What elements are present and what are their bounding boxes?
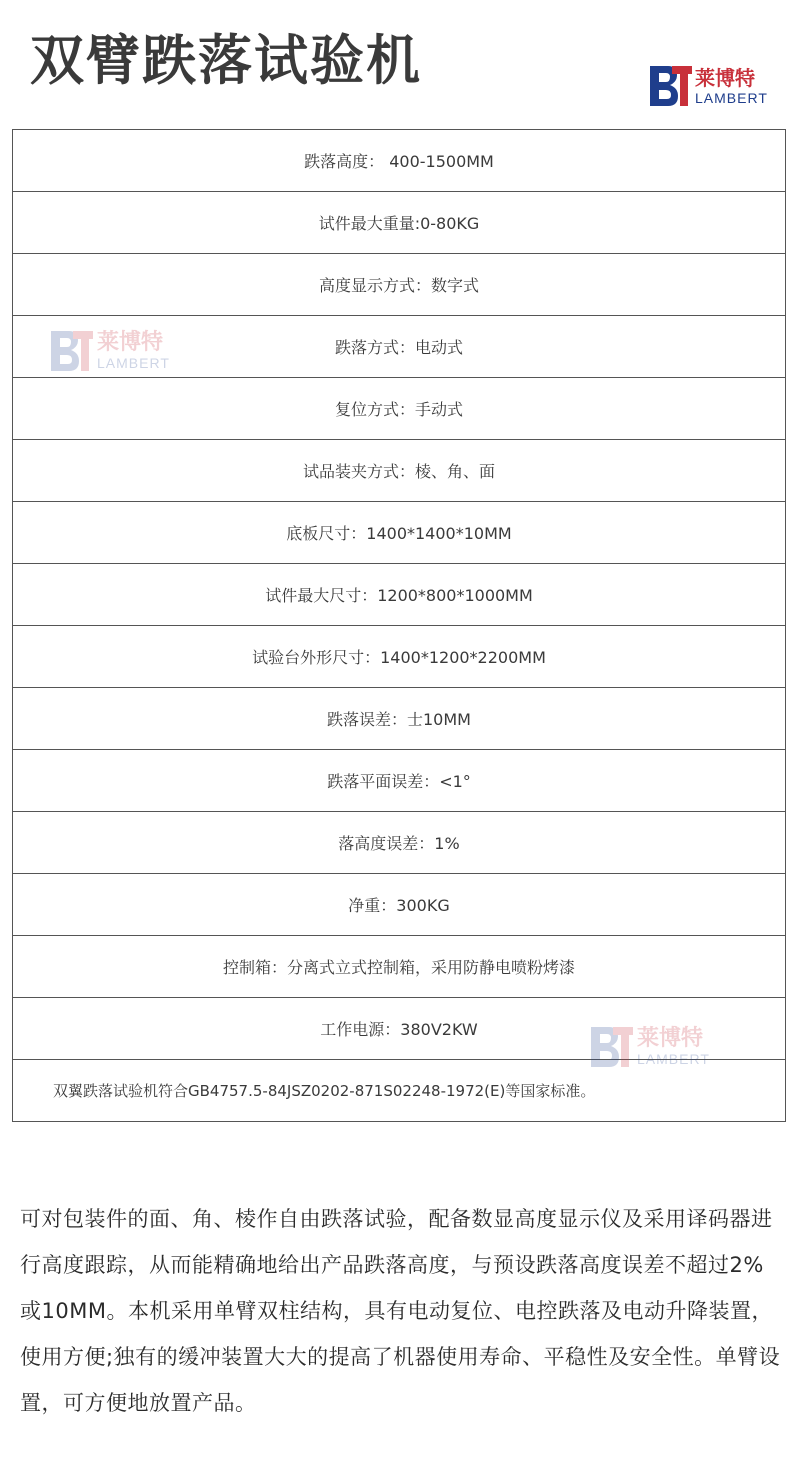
spec-max-specimen-size: 试件最大尺寸：1200*800*1000MM <box>13 564 786 626</box>
spec-row <box>13 812 786 874</box>
watermark-chinese-name: 莱博特 <box>97 330 164 355</box>
logo-watermark <box>50 331 170 371</box>
spec-power-supply: 工作电源：380V2KW <box>13 998 786 1060</box>
bt-logo-icon <box>590 1027 634 1067</box>
standards-note: 双翼跌落试验机符合GB4757.5-84JSZ0202-871S02248-1972(E)等国家标准。 <box>13 1060 786 1122</box>
spec-drop-error: 跌落误差：士10MM <box>13 688 786 750</box>
spec-base-plate-size: 底板尺寸：1400*1400*10MM <box>13 502 786 564</box>
spec-row <box>13 626 786 688</box>
spec-row <box>13 688 786 750</box>
spec-row <box>13 440 786 502</box>
watermark-chinese-name: 莱博特 <box>637 1026 704 1051</box>
spec-row <box>13 874 786 936</box>
spec-plane-error: 跌落平面误差：<1° <box>13 750 786 812</box>
spec-row <box>13 378 786 440</box>
spec-drop-height: 跌落高度： 400-1500MM <box>13 130 786 192</box>
spec-max-weight: 试件最大重量:0-80KG <box>13 192 786 254</box>
watermark-english-name: LAMBERT <box>97 355 170 371</box>
spec-height-display: 高度显示方式：数字式 <box>13 254 786 316</box>
spec-row <box>13 130 786 192</box>
logo-english-name: LAMBERT <box>695 89 768 106</box>
spec-footnote-row <box>13 1060 786 1122</box>
spec-reset-mode: 复位方式：手动式 <box>13 378 786 440</box>
spec-table <box>12 129 786 1122</box>
brand-logo <box>650 66 768 106</box>
spec-net-weight: 净重：300KG <box>13 874 786 936</box>
logo-watermark <box>590 1027 710 1067</box>
spec-row <box>13 502 786 564</box>
spec-row <box>13 564 786 626</box>
page-title: 双臂跌落试验机 <box>30 29 422 92</box>
spec-row <box>13 936 786 998</box>
spec-control-box: 控制箱：分离式立式控制箱，采用防静电喷粉烤漆 <box>13 936 786 998</box>
watermark-english-name: LAMBERT <box>637 1051 710 1067</box>
spec-outline-size: 试验台外形尺寸：1400*1200*2200MM <box>13 626 786 688</box>
spec-height-error: 落高度误差：1% <box>13 812 786 874</box>
product-description: 可对包装件的面、角、棱作自由跌落试验，配备数显高度显示仪及采用译码器进行高度跟踪，从而能精确地给出产品跌落高度，与预设跌落高度误差不超过2%或10MM。本机采用单臂双柱结构，具有电动复位、电控跌落及电动升降装置，使用方便;独有的缓冲装置大大的提高了机器使用寿命、平稳性及安全性。单臂设置，可方便地放置产品。 <box>20 1207 781 1415</box>
spec-drop-mode: 跌落方式：电动式 <box>13 316 786 378</box>
spec-clamping-mode: 试品装夹方式：棱、角、面 <box>13 440 786 502</box>
spec-row <box>13 192 786 254</box>
bt-logo-icon <box>50 331 94 371</box>
spec-row <box>13 254 786 316</box>
logo-chinese-name: 莱博特 <box>695 65 755 90</box>
spec-row <box>13 750 786 812</box>
bt-logo-icon <box>650 66 692 106</box>
